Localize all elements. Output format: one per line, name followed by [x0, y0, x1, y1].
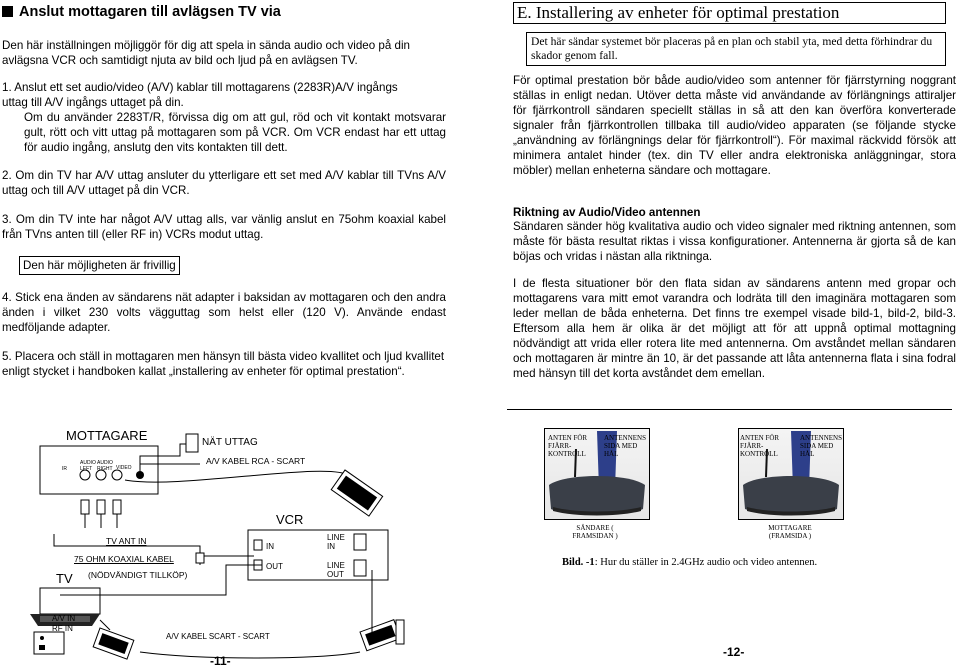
line-in-label: LINE IN — [327, 533, 345, 551]
square-bullet-icon — [2, 6, 13, 17]
tv-box — [40, 588, 100, 614]
tv-label: TV — [56, 571, 73, 586]
figure-caption: Bild. -1: Hur du ställer in 2.4GHz audio och video antennen. — [562, 557, 818, 568]
audio-right-label: AUDIO RIGHT — [97, 460, 113, 472]
divider-line — [507, 409, 952, 410]
cable-scart-label: A/V KABEL SCART - SCART — [166, 632, 270, 641]
vcr-in-label: IN — [266, 542, 274, 551]
right-title: E. Installering av enheter för optimal prestation — [513, 2, 946, 24]
vcr-label: VCR — [276, 512, 304, 527]
rf-in-label: RF IN — [52, 624, 73, 633]
left-title: Anslut mottagaren till avlägsen TV via — [2, 4, 281, 20]
left-step2: 2. Om din TV har A/V uttag ansluter du ytterligare ett set med A/V kablar till TVns A/V uttag och till A/V uttaget på din VCR. — [2, 169, 446, 197]
photo-left-av-label: ANTENNENS SIDA MED HÅL — [604, 434, 646, 458]
tv-ant-in-label: TV ANT IN — [106, 536, 147, 546]
receiver-label: MOTTAGARE — [66, 428, 148, 443]
right-heading: Riktning av Audio/Video antennen — [513, 206, 701, 219]
vcr-box — [248, 530, 388, 580]
photo-right-caption: MOTTAGARE (FRAMSIDA ) — [768, 524, 812, 540]
vcr-out-label: OUT — [266, 562, 283, 571]
photo-right-av-label: ANTENNENS SIDA MED HÅL — [800, 434, 842, 458]
power-label: NÄT UTTAG — [202, 437, 258, 448]
av-in-label: A/V IN — [52, 614, 76, 623]
left-step4: 4. Stick ena änden av sändarens nät adapter i baksidan av mottagaren och den andra änden i vilket 230 volts vägguttag som helst eller (120 V). Använde endast medföljande adapter. — [2, 291, 446, 334]
left-step5: 5. Placera och ställ in mottagaren men hänsyn till bästa video kvallitet och ljud kvallitet enligt stycket i handboken kallat „installering av enheter för optimal prestation“. — [2, 350, 445, 378]
left-step1: 1. Anslut ett set audio/video (A/V) kablar till mottagarens (2283R)A/V ingångs uttag till A/V ingångs uttaget på din. — [2, 81, 398, 109]
right-para3: I de flesta situationer bör den flata sidan av sändarens antenn med gropar och mottagarens vara mitt emot varandra och lodräta till den imaginära mottagaren som leder mellan de båda enheterna. Det finns tre exempel visade bild-1, bild-2, bild-3. Eftersom alla hem är olika är det möjligt att för att uppnå optimal mottagning nödvändigt att vrida eller rotera lite med antennerna. Om avståndet mellan sändaren och mottagaren är mintre än 10, är det passande att låta antennerna flata i sina fodral med hänsyn till det korta avståndet dem emellan. — [513, 277, 956, 380]
photo-left-caption: SÄNDARE ( FRAMSIDAN ) — [572, 524, 618, 540]
line-out-label: LINE OUT — [327, 561, 345, 579]
scart-connector-bottom-icon — [93, 628, 134, 659]
optional-box: Den här möjligheten är frivillig — [19, 256, 180, 275]
left-step3: 3. Om din TV inte har något A/V uttag alls, var vänlig anslut en 75ohm koaxial kabel från TVns anten till (eller RF in) VCRs modut uttag. — [2, 213, 446, 241]
audio-left-label: AUDIO LEFT — [80, 460, 96, 472]
optional-label: (NÖDVÄNDIGT TILLKÖP) — [88, 570, 188, 580]
cable-rca-label: A/V KABEL RCA - SCART — [206, 456, 306, 466]
plug-icon — [186, 434, 198, 452]
left-intro: Den här inställningen möjliggör för dig att spela in sända audio och video på din avlägsna VCR och samtidigt njuta av bild och ljud på en avlägsen TV. — [2, 39, 410, 67]
ir-label: IR — [62, 466, 67, 472]
right-para2: Sändaren sänder hög kvalitativa audio och video signaler med riktning antennen, som måste för bästa resultat riktas i vissa konfigurationer. Antennerna är gjorta så de kan böjas och vridas i nästan alla riktninga. — [513, 220, 956, 263]
scart-connector-icon — [331, 470, 382, 516]
photo-right-antenna-label: ANTEN FÖR FJÄRR-KONTROLL — [740, 434, 780, 458]
left-step1b: Om du använder 2283T/R, förvissa dig om att gul, röd och vit kontakt motsvarar gult, rött och vitt uttag på mottagaren som på VCR. Om VCR endast har ett uttag för audio ingång, anslutg den vits kontakten till dett. — [24, 111, 446, 154]
photo-left-antenna-label: ANTEN FÖR FJÄRR-KONTROLL — [548, 434, 588, 458]
coax-cable — [54, 534, 254, 556]
rca-cables — [81, 500, 121, 528]
right-para1: För optimal prestation bör både audio/video som antenner för fjärrstyrning noggrant ställas in enligt nedan. Utöver detta måste vid användande av förlängnings attiraljer för fjärrkontroll sändaren speciellt ställas in så att den kan överföra konverterade signaler från fjärrkontrollen tillbaka till audio/video apparaten (se följande stycke „användning av förlängnings delar för fjärrkontroll“). För maximal räckvidd försök att minimera antalet hinder (tex. din TV eller andra elektroniska anläggningar, stora möbler) mellan enheterna sändare och mottagare. — [513, 74, 956, 177]
video-label: VIDEO — [116, 465, 132, 471]
warning-box: Det här sändar systemet bör placeras på en plan och stabil yta, med detta förhindrar du skador genom fall. — [526, 32, 946, 66]
page-number-left: -11- — [210, 654, 231, 668]
coax-label: 75 OHM KOAXIAL KABEL — [74, 554, 174, 564]
page-number-right: -12- — [723, 645, 745, 659]
